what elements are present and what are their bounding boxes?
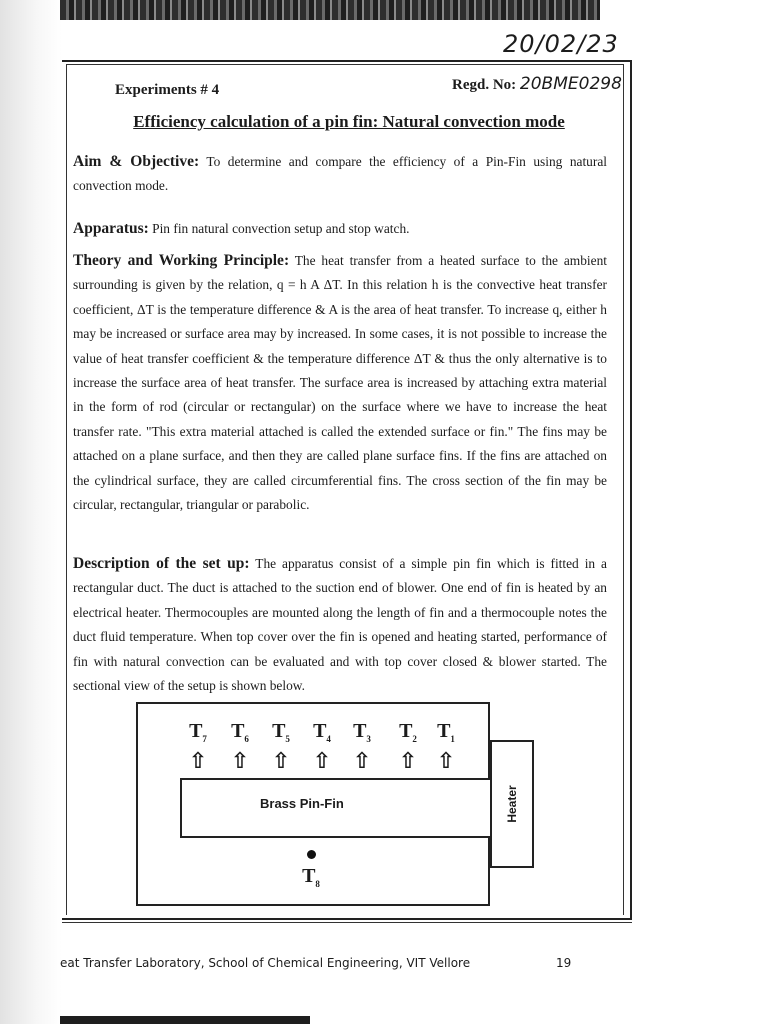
thermocouple-subscript: 1 [450,734,455,744]
fin-label: Brass Pin-Fin [260,796,344,811]
heater-label: Heater [505,785,519,823]
description-text: The apparatus consist of a simple pin fin which is fitted in a rectangular duct. The duct is attached to the suction end of blower. One end of fin is heated by an electrical heater. Thermocouples are mounted along the length of fin and a thermocouple notes the duct fluid temperature. When top cover over the fin is opened and heating started, performance of fin with natural convection can be evaluated and with top cover closed & blower started. The sectional view of the setup is shown below. [73,556,607,694]
aim-text: To determine and compare the efficiency of a Pin-Fin using natural convection mode. [73,154,607,194]
up-arrow-icon: ⇧ [271,749,291,774]
page-edge-shadow [0,0,62,1024]
thermocouple-t2 [390,720,426,774]
description-section [73,552,607,698]
thermocouple-subscript: 8 [315,879,320,889]
page-number: 19 [556,956,572,970]
thermocouple-t6 [222,720,258,774]
thermocouple-subscript: 6 [244,734,249,744]
thermocouple-t5 [263,720,299,774]
aim-section [73,150,607,199]
theory-heading: Theory and Working Principle: [73,252,290,269]
apparatus-section [73,217,607,241]
up-arrow-icon: ⇧ [436,749,456,774]
thermocouple-t8 [296,850,326,889]
up-arrow-icon: ⇧ [188,749,208,774]
thermocouple-letter: T [189,720,203,742]
thermocouple-letter: T [437,720,451,742]
up-arrow-icon: ⇧ [312,749,332,774]
regd-handwritten: 20BME0298 [519,74,622,94]
thermocouple-letter: T [231,720,245,742]
footer-lab-name: eat Transfer Laboratory, School of Chemical Engineering, VIT Vellore [60,956,471,970]
experiment-number: Experiments # 4 [115,82,220,98]
aim-heading: Aim & Objective: [73,153,200,170]
page-border-bottom [62,918,632,920]
thermocouple-subscript: 7 [202,734,207,744]
heater-block [490,740,534,868]
thermocouple-dot-icon [307,850,316,859]
thermocouple-subscript: 2 [412,734,417,744]
scan-top-edge [60,0,600,20]
thermocouple-letter: T [302,865,316,887]
thermocouple-letter: T [272,720,286,742]
thermocouple-t7 [180,720,216,774]
thermocouple-t4 [304,720,340,774]
thermocouple-letter: T [313,720,327,742]
apparatus-text: Pin fin natural convection setup and stop watch. [148,221,410,236]
page-border-bottom-inner [62,922,632,923]
description-heading: Description of the set up: [73,555,250,572]
registration-number [452,74,622,94]
thermocouple-letter: T [353,720,367,742]
thermocouple-t1 [428,720,464,774]
brass-pin-fin [180,778,494,838]
thermocouple-letter: T [399,720,413,742]
thermocouple-subscript: 3 [366,734,371,744]
up-arrow-icon: ⇧ [352,749,372,774]
page-title: Efficiency calculation of a pin fin: Natural convection mode [133,112,565,131]
scan-bottom-edge [60,1016,310,1024]
thermocouple-subscript: 5 [285,734,290,744]
up-arrow-icon: ⇧ [398,749,418,774]
regd-label: Regd. No: [452,77,520,93]
thermocouple-subscript: 4 [326,734,331,744]
up-arrow-icon: ⇧ [230,749,250,774]
handwritten-date: 20/02/23 [503,30,619,58]
apparatus-heading: Apparatus: [73,220,149,237]
theory-section [73,249,607,517]
thermocouple-t3 [344,720,380,774]
theory-text: The heat transfer from a heated surface to the ambient surrounding is given by the relation, q = h A ΔT. In this relation h is the convective heat transfer coefficient, ΔT is the temperature difference & A is the area of heat transfer. To increase q, either h may be increased or surface area may by increased. In some cases, it is not possible to increase the value of heat transfer coefficient & the temperature difference ΔT & thus the only alternative is to increase the surface area of heat transfer. The surface area is increased by attaching extra material in the form of rod (circular or rectangular) on the surface where we have to increase the heat transfer rate. "This extra material attached is called the extended surface or fin." The fins may be attached on a plane surface, and then they are called plane surface fins. If the fins are attached on the cylindrical surface, they are called circumferential fins. The cross section of the fin may be circular, rectangular, triangular or parabolic. [73,253,607,513]
